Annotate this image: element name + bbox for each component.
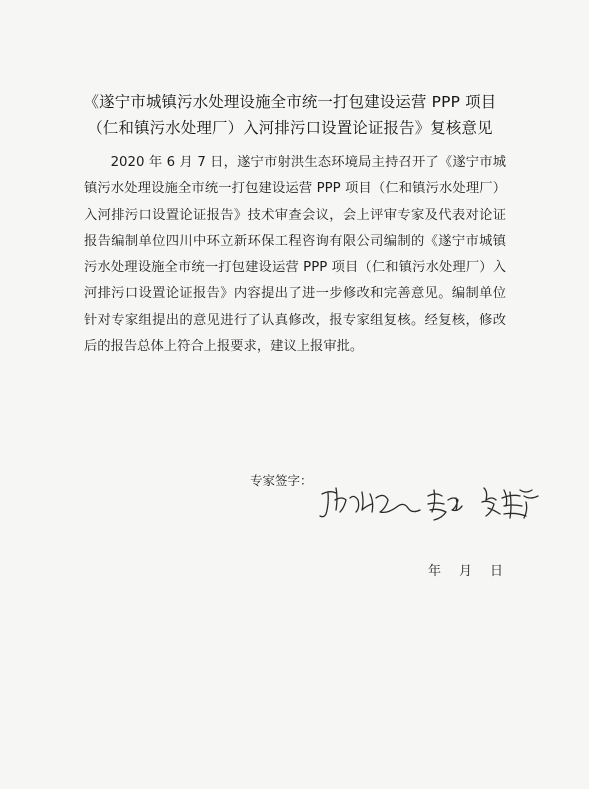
title-line-1: 《遂宁市城镇污水处理设施全市统一打包建设运营 PPP 项目 <box>83 93 497 111</box>
date-line <box>428 560 503 579</box>
date-day-label: 日 <box>490 564 504 579</box>
title-line-2: （仁和镇污水处理厂）入河排污口设置论证报告》复核意见 <box>87 119 493 137</box>
signature-label: 专家签字： <box>250 473 313 488</box>
body-paragraph: 2020 年 6 月 7 日，遂宁市射洪生态环境局主持召开了《遂宁市城镇污水处理设施全市统一打包建设运营 PPP 项目（仁和镇污水处理厂）入河排污口设置论证报告》技术审查会议，会上评审专家及代表对论证报告编制单位四川中环立新环保工程咨询有限公司编制的《遂宁市城镇污水处理设施全市统一打包建设运营 PPP 项目（仁和镇污水处理厂）入河排污口设置论证报告》内容提出了进一步修改和完善意见。编制单位针对专家组提出的意见进行了认真修改，报专家组复核。经复核，修改后的报告总体上符合上报要求，建议上报审批。 <box>84 155 506 355</box>
date-year-label: 年 <box>428 564 442 579</box>
document-title <box>60 89 520 141</box>
date-month-label: 月 <box>459 564 473 579</box>
handwritten-signatures <box>316 478 546 524</box>
